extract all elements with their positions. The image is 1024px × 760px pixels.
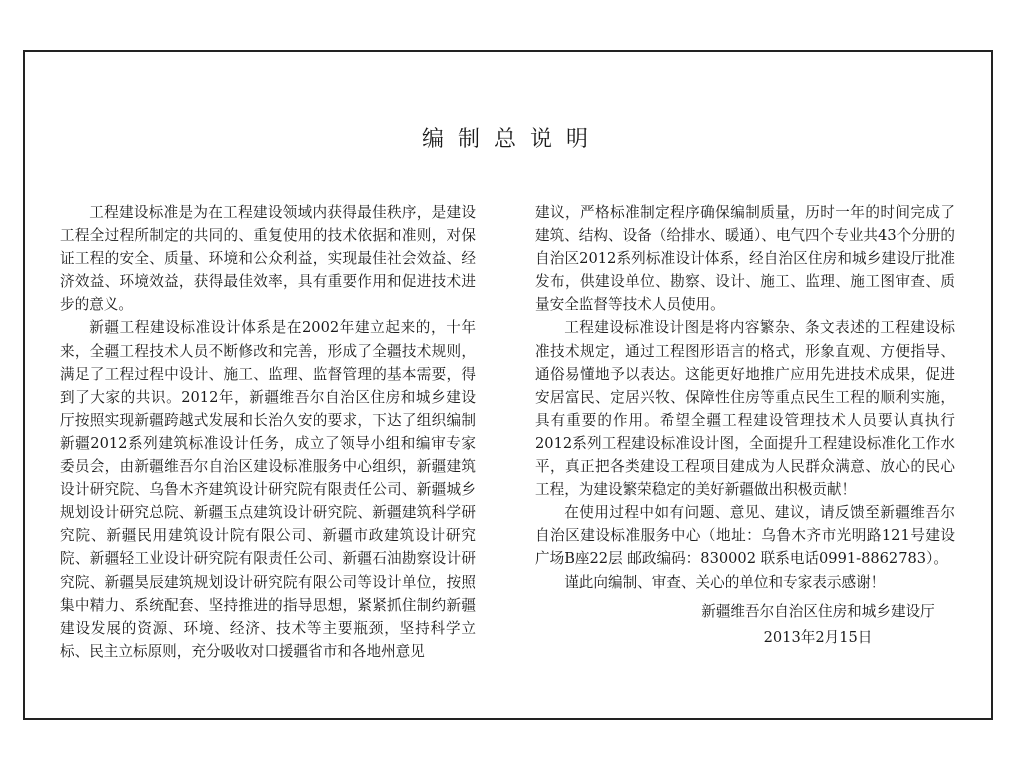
signature-date: 2013年2月15日 <box>763 629 873 646</box>
right-column <box>535 201 955 594</box>
paragraph: 工程建设标准是为在工程建设领域内获得最佳秩序，是建设工程全过程所制定的共同的、重复使用的技术依据和准则，对保证工程的安全、质量、环境和公众利益，实现最佳社会效益、经济效益、环境效益，获得最佳效率，具有重要作用和促进技术进步的意义。 <box>60 204 476 314</box>
paragraph: 工程建设标准设计图是将内容繁杂、条文表述的工程建设标准技术规定，通过工程图形语言的格式，形象直观、方便指导、通俗易懂地予以表达。这能更好地推广应用先进技术成果，促进安居富民、定居兴牧、保障性住房等重点民生工程的顺利实施，具有重要的作用。希望全疆工程建设管理技术人员要认真执行2012系列工程建设标准设计图，全面提升工程建设标准化工作水平，真正把各类建设工程项目建成为人民群众满意、放心的民心工程，为建设繁荣稳定的美好新疆做出积极贡献！ <box>535 319 955 499</box>
paragraph: 在使用过程中如有问题、意见、建议，请反馈至新疆维吾尔自治区建设标准服务中心（地址：乌鲁木齐市光明路121号建设广场B座22层 邮政编码：830002 联系电话0991-8862783）。 <box>535 504 955 568</box>
paragraph: 新疆工程建设标准设计体系是在2002年建立起来的，十年来，全疆工程技术人员不断修改和完善，形成了全疆技术规则，满足了工程过程中设计、施工、监理、监督管理的基本需要，得到了大家的共识。2012年，新疆维吾尔自治区住房和城乡建设厅按照实现新疆跨越式发展和长治久安的要求，下达了组织编制新疆2012系列建筑标准设计任务，成立了领导小组和编审专家委员会，由新疆维吾尔自治区建设标准服务中心组织，新疆建筑设计研究院、乌鲁木齐建筑设计研究院有限责任公司、新疆城乡规划设计研究总院、新疆玉点建筑设计研究院、新疆建筑科学研究院、新疆民用建筑设计院有限公司、新疆市政建筑设计研究院、新疆轻工业设计研究院有限责任公司、新疆石油勘察设计研究院、新疆昊辰建筑规划设计研究院有限公司等设计单位，按照集中精力、系统配套、坚持推进的指导思想，紧紧抓住制约新疆建设发展的资源、环境、经济、技术等主要瓶颈，坚持科学立标、民主立标原则，充分吸收对口援疆省市和各地州意见 <box>60 319 476 660</box>
document-title: 编制总说明 <box>421 127 602 152</box>
left-column <box>60 201 476 663</box>
signature-organization: 新疆维吾尔自治区住房和城乡建设厅 <box>701 603 935 620</box>
paragraph-continued: 建议，严格标准制定程序确保编制质量，历时一年的时间完成了建筑、结构、设备（给排水、暖通）、电气四个专业共43个分册的自治区2012系列标准设计体系，经自治区住房和城乡建设厅批准发布，供建设单位、勘察、设计、施工、监理、施工图审查、质量安全监督等技术人员使用。 <box>535 204 955 314</box>
paragraph: 谨此向编制、审查、关心的单位和专家表示感谢！ <box>564 573 886 591</box>
